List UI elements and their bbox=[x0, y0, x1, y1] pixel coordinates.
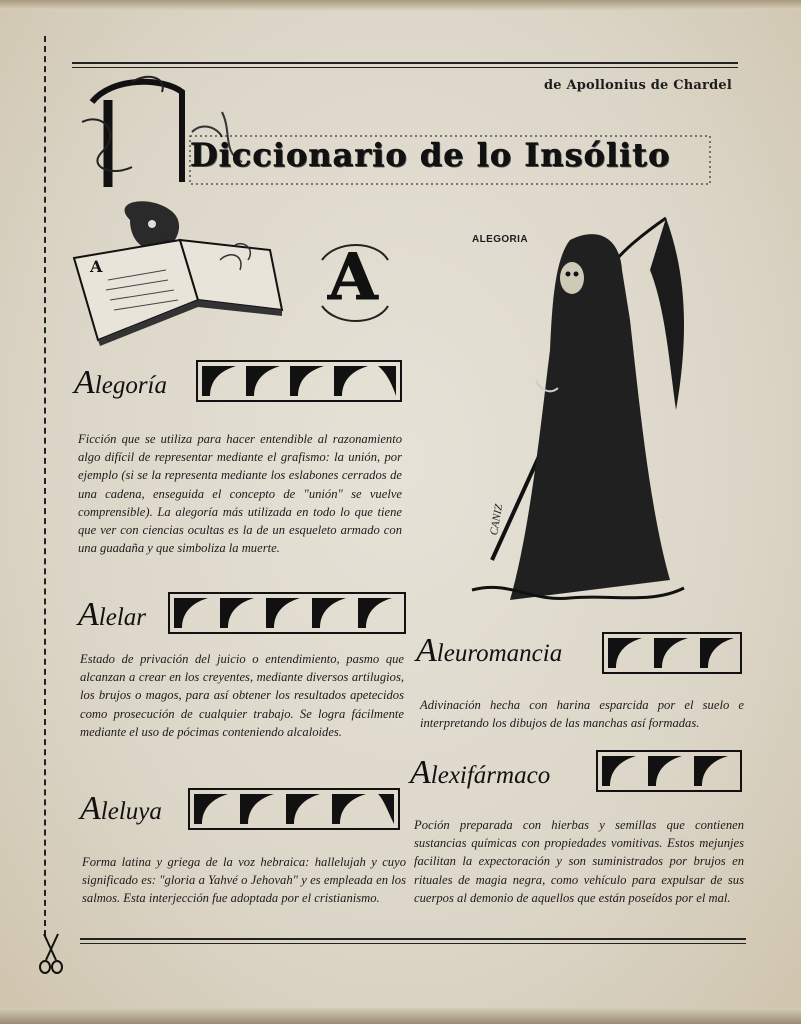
author-credit: de Apollonius de Chardel bbox=[543, 78, 732, 93]
grim-reaper-illustration bbox=[470, 210, 690, 610]
cut-line bbox=[44, 36, 46, 936]
entry-heading-alexifarmaco bbox=[410, 754, 550, 792]
svg-text:A: A bbox=[90, 257, 103, 276]
page-title: Diccionario de lo Insólito bbox=[190, 136, 671, 174]
entry-initial: A bbox=[410, 754, 431, 791]
entry-definition-alegoria: Ficción que se utiliza para hacer entendible al razonamiento algo difícil de representar mediante el grafismo: la unión, por ejemplo (si se la representa mediante los eslabones cerrados de una cadena, enseguida el concepto de "unión" se vuelve comprensible). La alegoría más utilizada en todo lo que tiene que ver con ciencias ocultas es la de un esqueleto armado con una guadaña y que simboliza la muerte. bbox=[78, 432, 402, 556]
entry-heading-alelar bbox=[78, 596, 146, 634]
entry-term: Aleuromancia bbox=[416, 632, 563, 669]
page-top-edge bbox=[0, 0, 801, 10]
entry-term: Alegoría bbox=[74, 364, 167, 401]
entry-heading-alegoria bbox=[74, 364, 167, 402]
entry-definition-alelar: Estado de privación del juicio o entendimiento, pasmo que alcanzan a crear en los creyentes, mediante diversos artilugios, los brujos o magos, para así obtener los resultados apetecidos como prosecución de cualquier trabajo. Se logra fácilmente mediante el uso de pócimas conteniendo alcaloides. bbox=[80, 652, 404, 739]
entry-initial: A bbox=[416, 632, 437, 669]
decorative-band bbox=[188, 788, 400, 830]
decorative-band bbox=[196, 360, 402, 402]
entry-initial: A bbox=[78, 596, 99, 633]
entry-term: Aleluya bbox=[80, 790, 162, 827]
figure-caption: ALEGORIA bbox=[472, 234, 528, 245]
bottom-rule bbox=[80, 938, 746, 940]
entry-heading-aleuromancia bbox=[416, 632, 562, 670]
entry-term: Alelar bbox=[78, 596, 146, 633]
decorative-band bbox=[602, 632, 742, 674]
decorative-band bbox=[168, 592, 406, 634]
entry-definition-aleluya: Forma latina y griega de la voz hebraica: hallelujah y cuyo significado es: "gloria a Yahvé o Jehovah" y es empleada en los salmos. Esta interjección fue adoptada por el cristianismo. bbox=[82, 855, 406, 906]
top-rule-thin bbox=[72, 67, 738, 68]
entry-initial: A bbox=[74, 364, 95, 401]
bottom-rule-thin bbox=[80, 943, 746, 944]
entry-heading-aleluya bbox=[80, 790, 162, 828]
scissors-icon bbox=[38, 932, 64, 976]
artist-signature: CANIZ bbox=[488, 503, 506, 537]
entry-definition-aleuromancia: Adivinación hecha con harina esparcida por el suelo e interpretando los dibujos de las manchas así formadas. bbox=[420, 698, 744, 731]
page-bottom-edge bbox=[0, 1008, 801, 1024]
entry-term: Alexifármaco bbox=[410, 754, 551, 791]
decorative-band bbox=[596, 750, 742, 792]
entry-definition-alexifarmaco: Poción preparada con hierbas y semillas que contienen sustancias químicas con propiedades vomitivas. Estos mejunjes facilitan la expectoración y son suministrados por brujos en rituales de magia negra, como vehículo para expulsar de sus cuerpos al demonio de aquellos que están poseídos por el mal. bbox=[414, 818, 744, 905]
section-letter: A bbox=[328, 240, 378, 315]
entry-initial: A bbox=[80, 790, 101, 827]
top-rule bbox=[72, 62, 738, 64]
book-illustration bbox=[70, 200, 286, 350]
